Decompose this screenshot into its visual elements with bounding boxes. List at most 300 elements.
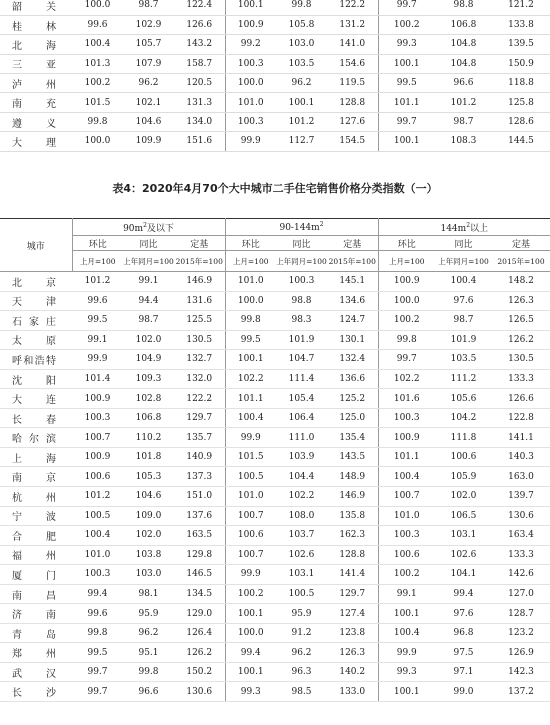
index-value: 104.1 (435, 565, 492, 585)
index-value: 99.6 (72, 604, 123, 624)
index-value: 100.9 (72, 389, 123, 409)
table-row (0, 604, 550, 624)
index-value: 111.0 (276, 428, 327, 448)
index-value: 135.8 (327, 506, 378, 526)
table-row (0, 132, 550, 151)
index-value: 130.5 (492, 350, 550, 370)
index-value: 99.9 (378, 643, 435, 663)
index-value: 126.2 (174, 643, 225, 663)
header-group-medium: $90-144m^2$ (225, 219, 378, 236)
index-value: 102.6 (276, 545, 327, 565)
header-group-small: $90m^2$及以下 (72, 219, 225, 236)
header-base-label: 上月=100 (225, 251, 276, 272)
index-value: 100.3 (225, 112, 276, 131)
index-value: 101.3 (72, 54, 123, 73)
index-value: 120.5 (174, 74, 225, 93)
index-value: 132.0 (174, 369, 225, 389)
index-value: 103.5 (276, 54, 327, 73)
index-value: 99.7 (72, 662, 123, 682)
index-value: 104.8 (435, 54, 492, 73)
index-value: 107.9 (123, 54, 174, 73)
index-value: 99.8 (72, 112, 123, 131)
index-value: 134.6 (327, 291, 378, 311)
index-value: 128.8 (327, 545, 378, 565)
index-value: 96.6 (123, 682, 174, 702)
index-value: 100.9 (378, 272, 435, 292)
index-value: 122.2 (327, 0, 378, 15)
index-value: 148.9 (327, 467, 378, 487)
index-value: 106.8 (435, 15, 492, 34)
index-value: 99.5 (72, 643, 123, 663)
header-row-groups (0, 219, 550, 236)
index-value: 99.9 (225, 565, 276, 585)
index-value: 100.4 (225, 408, 276, 428)
index-value: 96.2 (276, 643, 327, 663)
index-value: 100.3 (72, 408, 123, 428)
index-value: 102.2 (378, 369, 435, 389)
index-value: 130.6 (174, 682, 225, 702)
index-value: 133.3 (492, 369, 550, 389)
index-value: 128.7 (492, 604, 550, 624)
header-base-label: 上年同月=100 (276, 251, 327, 272)
city-name: 济 南 (0, 604, 72, 624)
index-value: 127.0 (492, 584, 550, 604)
index-value: 135.4 (327, 428, 378, 448)
table-row (0, 623, 550, 643)
index-value: 102.0 (123, 526, 174, 546)
header-sub-label: 定基 (492, 236, 550, 251)
index-value: 126.4 (174, 623, 225, 643)
index-value: 96.2 (123, 623, 174, 643)
city-name: 大 连 (0, 389, 72, 409)
index-value: 100.3 (378, 408, 435, 428)
index-value: 126.6 (492, 389, 550, 409)
index-value: 136.6 (327, 369, 378, 389)
city-name: 青 岛 (0, 623, 72, 643)
index-value: 111.2 (435, 369, 492, 389)
main-table-body (0, 272, 550, 702)
index-value: 103.0 (276, 35, 327, 54)
city-name: 桂 林 (0, 15, 72, 34)
table-row (0, 0, 550, 15)
index-value: 141.4 (327, 565, 378, 585)
table-row (0, 487, 550, 507)
table-row (0, 112, 550, 131)
city-name: 石家庄 (0, 311, 72, 331)
index-value: 99.3 (378, 662, 435, 682)
index-value: 99.1 (72, 330, 123, 350)
index-value: 100.5 (276, 584, 327, 604)
index-value: 103.5 (435, 350, 492, 370)
index-value: 148.2 (492, 272, 550, 292)
table-row (0, 428, 550, 448)
index-value: 98.5 (276, 682, 327, 702)
index-value: 100.2 (378, 565, 435, 585)
index-value: 98.7 (435, 311, 492, 331)
index-value: 105.6 (435, 389, 492, 409)
index-value: 103.9 (276, 447, 327, 467)
index-value: 101.1 (225, 389, 276, 409)
index-value: 163.0 (492, 467, 550, 487)
index-value: 105.9 (435, 467, 492, 487)
index-value: 125.0 (327, 408, 378, 428)
index-value: 100.9 (225, 15, 276, 34)
index-value: 133.3 (492, 545, 550, 565)
index-value: 105.4 (276, 389, 327, 409)
index-value: 99.7 (378, 350, 435, 370)
index-value: 99.9 (225, 132, 276, 151)
index-value: 99.4 (72, 584, 123, 604)
header-row-base (0, 251, 550, 272)
index-value: 96.2 (276, 74, 327, 93)
index-value: 100.1 (225, 0, 276, 15)
header-base-label: 上年同月=100 (435, 251, 492, 272)
index-value: 101.1 (378, 447, 435, 467)
index-value: 130.1 (327, 330, 378, 350)
index-value: 100.9 (378, 428, 435, 448)
city-name: 三 亚 (0, 54, 72, 73)
index-value: 146.5 (174, 565, 225, 585)
table-row (0, 272, 550, 292)
index-value: 100.7 (378, 487, 435, 507)
index-value: 100.6 (72, 467, 123, 487)
index-value: 130.6 (492, 506, 550, 526)
index-value: 99.1 (123, 272, 174, 292)
table-row (0, 35, 550, 54)
index-value: 99.8 (225, 311, 276, 331)
index-value: 103.1 (435, 526, 492, 546)
index-value: 99.5 (72, 311, 123, 331)
index-value: 102.9 (123, 15, 174, 34)
header-base-label: 2015年=100 (492, 251, 550, 272)
header-base-label: 2015年=100 (327, 251, 378, 272)
table-row (0, 447, 550, 467)
city-name: 遵 义 (0, 112, 72, 131)
table-row (0, 643, 550, 663)
index-value: 100.4 (435, 272, 492, 292)
index-value: 106.4 (276, 408, 327, 428)
table-row (0, 330, 550, 350)
index-value: 98.7 (435, 112, 492, 131)
index-value: 96.2 (123, 74, 174, 93)
index-value: 102.8 (123, 389, 174, 409)
index-value: 101.2 (72, 272, 123, 292)
index-value: 100.1 (225, 662, 276, 682)
index-value: 109.0 (123, 506, 174, 526)
table-row (0, 93, 550, 112)
index-value: 128.6 (492, 112, 550, 131)
index-value: 146.9 (327, 487, 378, 507)
city-name: 韶 关 (0, 0, 72, 15)
index-value: 99.4 (435, 584, 492, 604)
index-value: 100.6 (378, 545, 435, 565)
index-value: 104.8 (435, 35, 492, 54)
index-value: 163.5 (174, 526, 225, 546)
index-value: 100.5 (225, 467, 276, 487)
table-row (0, 15, 550, 34)
index-value: 105.7 (123, 35, 174, 54)
index-value: 103.0 (123, 565, 174, 585)
index-value: 100.4 (72, 526, 123, 546)
table-row (0, 565, 550, 585)
index-value: 99.6 (72, 15, 123, 34)
index-value: 143.5 (327, 447, 378, 467)
index-value: 100.1 (378, 682, 435, 702)
index-value: 98.7 (123, 0, 174, 15)
table-row (0, 506, 550, 526)
index-value: 101.2 (435, 93, 492, 112)
index-value: 123.2 (492, 623, 550, 643)
header-sub-label: 同比 (435, 236, 492, 251)
index-value: 100.3 (276, 272, 327, 292)
index-value: 101.1 (378, 93, 435, 112)
index-value: 100.9 (72, 447, 123, 467)
header-sub-label: 环比 (225, 236, 276, 251)
index-value: 104.9 (123, 350, 174, 370)
index-value: 91.2 (276, 623, 327, 643)
index-value: 95.9 (123, 604, 174, 624)
table-row (0, 526, 550, 546)
index-value: 100.1 (378, 604, 435, 624)
index-value: 126.3 (327, 643, 378, 663)
index-value: 96.8 (435, 623, 492, 643)
index-value: 111.8 (435, 428, 492, 448)
index-value: 122.4 (174, 0, 225, 15)
index-value: 126.2 (492, 330, 550, 350)
index-value: 100.4 (378, 623, 435, 643)
index-value: 135.7 (174, 428, 225, 448)
top-table-body (0, 0, 550, 151)
header-sub-label: 环比 (72, 236, 123, 251)
index-value: 95.1 (123, 643, 174, 663)
index-value: 101.0 (225, 93, 276, 112)
index-value: 100.0 (225, 291, 276, 311)
header-group-large: $144m^2$以上 (378, 219, 550, 236)
index-value: 125.5 (174, 311, 225, 331)
header-sub-label: 定基 (174, 236, 225, 251)
table-row (0, 369, 550, 389)
table-row (0, 74, 550, 93)
index-value: 109.9 (123, 132, 174, 151)
index-value: 100.0 (225, 623, 276, 643)
index-value: 105.3 (123, 467, 174, 487)
index-value: 101.8 (123, 447, 174, 467)
index-value: 126.5 (492, 311, 550, 331)
index-value: 97.1 (435, 662, 492, 682)
index-value: 137.2 (492, 682, 550, 702)
city-name: 厦 门 (0, 565, 72, 585)
index-value: 158.7 (174, 54, 225, 73)
index-value: 140.9 (174, 447, 225, 467)
index-value: 99.7 (72, 682, 123, 702)
index-value: 101.0 (225, 272, 276, 292)
index-value: 137.3 (174, 467, 225, 487)
table-row (0, 54, 550, 73)
index-value: 98.1 (123, 584, 174, 604)
header-sub-label: 定基 (327, 236, 378, 251)
index-value: 100.2 (378, 311, 435, 331)
header-row-sub (0, 236, 550, 251)
index-value: 100.1 (225, 604, 276, 624)
index-value: 121.2 (492, 0, 550, 15)
index-value: 101.0 (225, 487, 276, 507)
index-value: 125.2 (327, 389, 378, 409)
index-value: 100.3 (378, 526, 435, 546)
index-value: 127.6 (327, 112, 378, 131)
city-name: 泸 州 (0, 74, 72, 93)
index-value: 100.6 (225, 526, 276, 546)
index-value: 99.0 (435, 682, 492, 702)
index-value: 122.2 (174, 389, 225, 409)
index-value: 95.9 (276, 604, 327, 624)
index-value: 100.2 (378, 15, 435, 34)
index-value: 101.9 (435, 330, 492, 350)
city-name: 太 原 (0, 330, 72, 350)
index-value: 100.1 (378, 54, 435, 73)
index-value: 112.7 (276, 132, 327, 151)
city-name: 大 理 (0, 132, 72, 151)
index-value: 100.1 (378, 132, 435, 151)
city-name: 长 沙 (0, 682, 72, 702)
index-value: 139.7 (492, 487, 550, 507)
index-value: 101.4 (72, 369, 123, 389)
index-value: 109.3 (123, 369, 174, 389)
index-value: 110.2 (123, 428, 174, 448)
price-index-table (0, 218, 550, 702)
index-value: 139.5 (492, 35, 550, 54)
table-caption: 表4：2020年4月70个大中城市二手住宅销售价格分类指数（一） (112, 182, 438, 195)
index-value: 163.4 (492, 526, 550, 546)
city-name: 呼和浩特 (0, 350, 72, 370)
city-name: 哈尔滨 (0, 428, 72, 448)
index-value: 97.6 (435, 291, 492, 311)
index-value: 101.5 (225, 447, 276, 467)
index-value: 131.3 (174, 93, 225, 112)
header-sub-label: 同比 (123, 236, 174, 251)
index-value: 129.0 (174, 604, 225, 624)
index-value: 104.7 (276, 350, 327, 370)
index-value: 123.8 (327, 623, 378, 643)
index-value: 128.8 (327, 93, 378, 112)
city-name: 武 汉 (0, 662, 72, 682)
index-value: 129.8 (174, 545, 225, 565)
index-value: 100.7 (225, 506, 276, 526)
index-value: 104.6 (123, 112, 174, 131)
index-value: 108.0 (276, 506, 327, 526)
index-value: 145.1 (327, 272, 378, 292)
index-value: 101.5 (72, 93, 123, 112)
table-row (0, 467, 550, 487)
index-value: 151.0 (174, 487, 225, 507)
index-value: 102.1 (123, 93, 174, 112)
index-value: 99.1 (378, 584, 435, 604)
header-sub-label: 同比 (276, 236, 327, 251)
index-value: 119.5 (327, 74, 378, 93)
index-value: 129.7 (174, 408, 225, 428)
index-value: 98.8 (435, 0, 492, 15)
table-row (0, 291, 550, 311)
index-value: 100.0 (225, 74, 276, 93)
index-value: 131.6 (174, 291, 225, 311)
index-value: 100.4 (72, 35, 123, 54)
index-value: 122.8 (492, 408, 550, 428)
index-value: 99.5 (378, 74, 435, 93)
index-value: 99.7 (378, 112, 435, 131)
index-value: 105.8 (276, 15, 327, 34)
index-value: 100.7 (72, 428, 123, 448)
index-value: 101.2 (72, 487, 123, 507)
index-value: 106.5 (435, 506, 492, 526)
index-value: 127.4 (327, 604, 378, 624)
index-value: 99.9 (72, 350, 123, 370)
index-value: 99.5 (225, 330, 276, 350)
index-value: 104.4 (276, 467, 327, 487)
index-value: 100.3 (72, 565, 123, 585)
city-name: 合 肥 (0, 526, 72, 546)
index-value: 99.4 (225, 643, 276, 663)
city-name: 天 津 (0, 291, 72, 311)
index-value: 100.0 (72, 132, 123, 151)
table-row (0, 682, 550, 702)
index-value: 102.2 (225, 369, 276, 389)
city-name: 杭 州 (0, 487, 72, 507)
index-value: 102.0 (435, 487, 492, 507)
header-base-label: 上月=100 (72, 251, 123, 272)
header-base-label: 上年同月=100 (123, 251, 174, 272)
index-value: 137.6 (174, 506, 225, 526)
city-name: 上 海 (0, 447, 72, 467)
index-value: 97.5 (435, 643, 492, 663)
index-value: 134.0 (174, 112, 225, 131)
table-row (0, 389, 550, 409)
index-value: 141.0 (327, 35, 378, 54)
index-value: 99.3 (225, 682, 276, 702)
index-value: 142.6 (492, 565, 550, 585)
city-name: 福 州 (0, 545, 72, 565)
index-value: 162.3 (327, 526, 378, 546)
index-value: 100.5 (72, 506, 123, 526)
top-table-continuation (0, 0, 550, 152)
index-value: 99.7 (378, 0, 435, 15)
city-name: 郑 州 (0, 643, 72, 663)
header-sub-label: 环比 (378, 236, 435, 251)
index-value: 99.6 (72, 291, 123, 311)
city-name: 沈 阳 (0, 369, 72, 389)
index-value: 98.8 (276, 291, 327, 311)
index-value: 151.6 (174, 132, 225, 151)
index-value: 100.7 (225, 545, 276, 565)
index-value: 140.2 (327, 662, 378, 682)
city-name: 南 昌 (0, 584, 72, 604)
index-value: 97.6 (435, 604, 492, 624)
index-value: 133.8 (492, 15, 550, 34)
index-value: 98.3 (276, 311, 327, 331)
index-value: 96.6 (435, 74, 492, 93)
index-value: 150.9 (492, 54, 550, 73)
index-value: 101.0 (72, 545, 123, 565)
index-value: 101.2 (276, 112, 327, 131)
table-row (0, 350, 550, 370)
index-value: 132.7 (174, 350, 225, 370)
header-city: 城市 (0, 219, 72, 272)
index-value: 101.6 (378, 389, 435, 409)
index-value: 102.2 (276, 487, 327, 507)
index-value: 146.9 (174, 272, 225, 292)
index-value: 102.0 (123, 330, 174, 350)
index-value: 99.9 (225, 428, 276, 448)
index-value: 100.0 (72, 0, 123, 15)
index-value: 103.7 (276, 526, 327, 546)
